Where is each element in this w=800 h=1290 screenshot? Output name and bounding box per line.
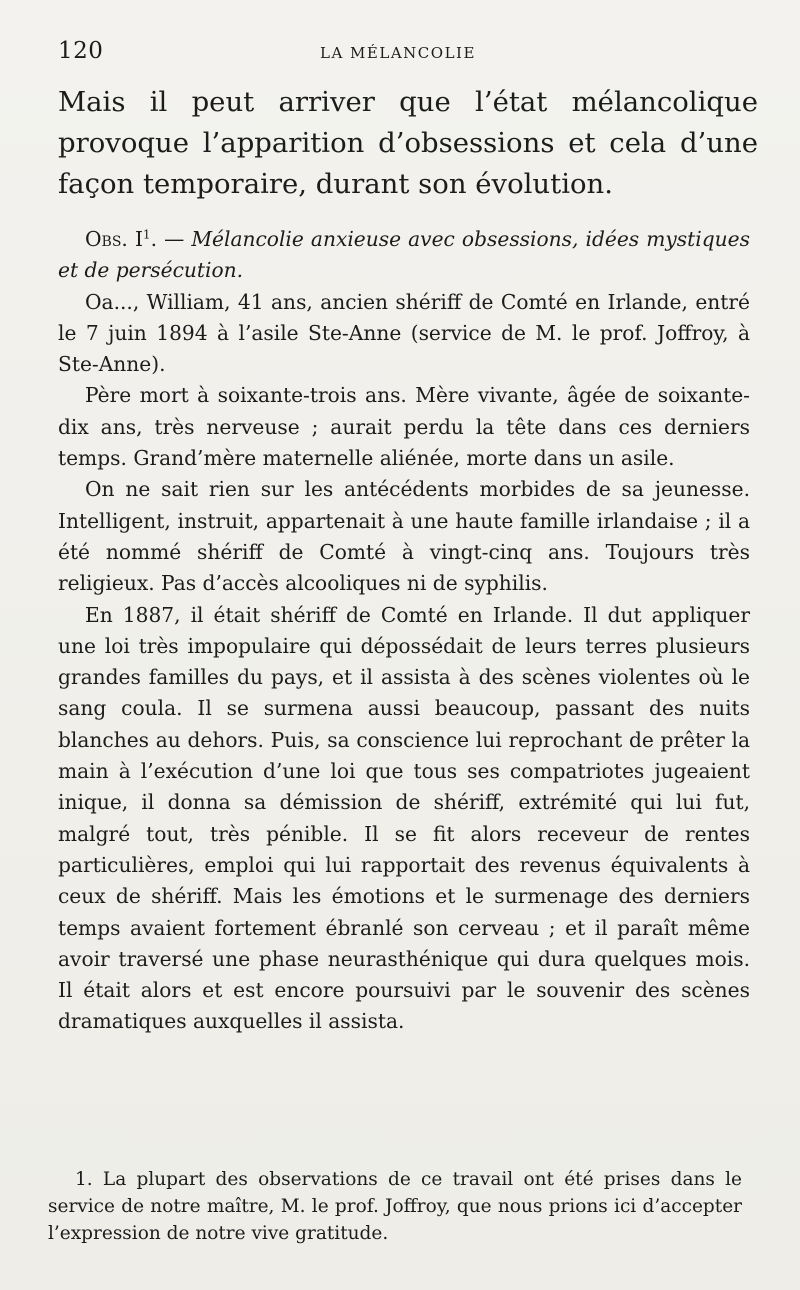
observation-dash: . — <box>150 227 192 251</box>
footnote: 1. La plupart des observations de ce travail ont été prises dans le service de notre maître, M. le prof. Joffroy, que nous prions ici d’accepter l’expression de notre vive gratitude. <box>48 1169 742 1244</box>
observation-label: Obs. I <box>85 227 143 251</box>
paragraph-1887-events: En 1887, il était shériff de Comté en Irlande. Il dut appliquer une loi très impopulaire qui dépossédait de leurs terres plusieurs grandes familles du pays, et il assista à des scènes violentes où le sang coula. Il se surmena aussi beaucoup, passant des nuits blanches au dehors. Puis, sa conscience lui reprochant de prêter la main à l’exécution d’une loi que tous ses compatriotes jugeaient inique, il donna sa démission de shériff, extrémité qui lui fut, malgré tout, très pénible. Il se fit alors receveur de rentes particulières, emploi qui lui rapportait des revenus équivalents à ceux de shériff. Mais les émotions et le surmenage des derniers temps avaient fortement ébranlé son cerveau ; et il paraît même avoir traversé une phase neurasthénique qui dura quelques mois. Il était alors et est encore poursuivi par le souvenir des scènes dramatiques auxquelles il assista. <box>58 602 750 1034</box>
running-head <box>58 38 758 68</box>
paragraph-family-history: Père mort à soixante-trois ans. Mère vivante, âgée de soixante-dix ans, très nerveuse ; aurait perdu la tête dans ces derniers temps. Grand’mère maternelle aliénée, morte dans un asile. <box>58 383 750 471</box>
running-title: LA MÉLANCOLIE <box>320 44 476 62</box>
observation-heading <box>58 224 750 287</box>
paragraph-youth: On ne sait rien sur les antécédents morbides de sa jeunesse. Intelligent, instruit, appartenait à une haute famille irlandaise ; il a été nommé shériff de Comté à vingt-cinq ans. Toujours très religieux. Pas d’accès alcooliques ni de syphilis. <box>58 477 750 596</box>
paragraph-patient-intro: Oa..., William, 41 ans, ancien shériff de Comté en Irlande, entré le 7 juin 1894 à l’asile Ste-Anne (service de M. le prof. Joffroy, à Ste-Anne). <box>58 289 750 377</box>
intro-paragraph: Mais il peut arriver que l’état mélancolique provoque l’apparition d’obsessions et cela d’une façon temporaire, durant son évolution. <box>58 86 758 200</box>
footnote-reference[interactable]: 1 <box>142 227 151 242</box>
observation-section <box>58 224 750 1038</box>
page-number: 120 <box>58 38 104 64</box>
observation-title: Mélancolie anxieuse avec obsessions, idées mystiques et de persécution. <box>58 227 750 283</box>
